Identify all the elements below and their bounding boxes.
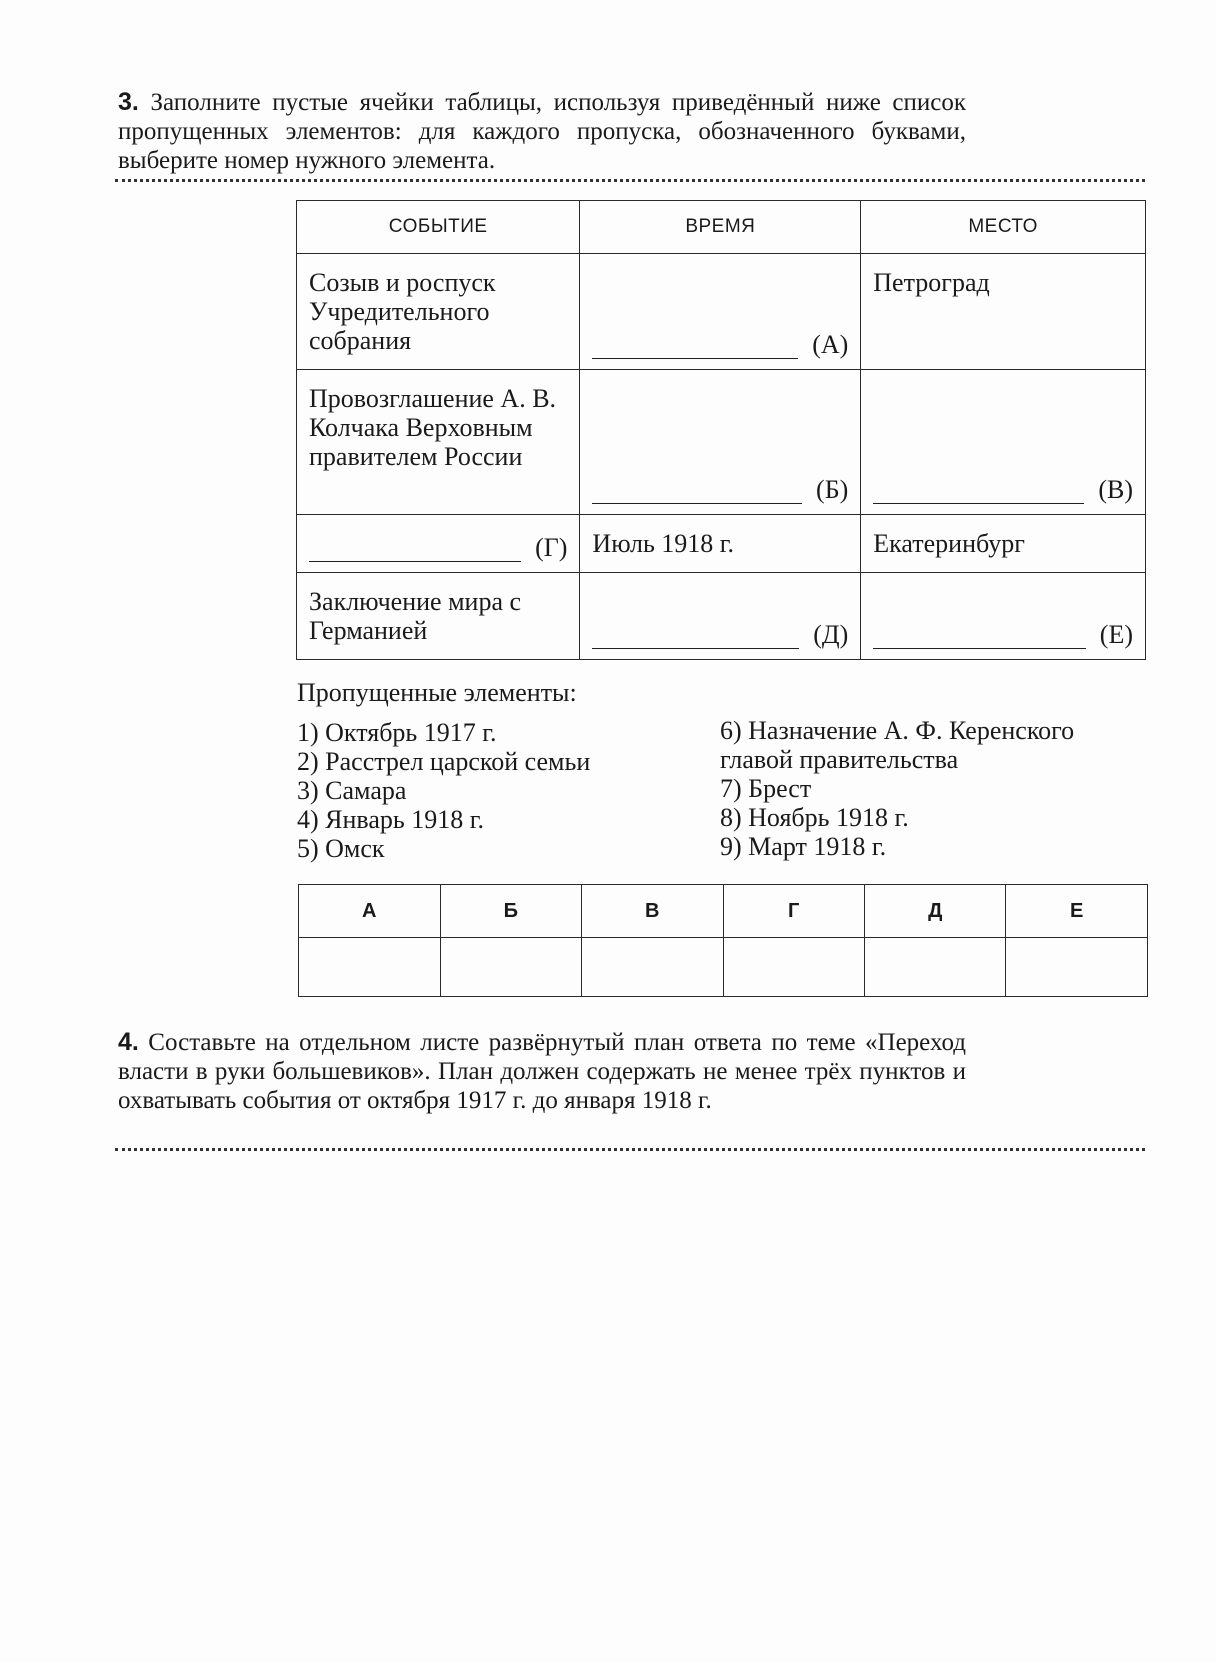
task-4-number: 4. [118, 1028, 139, 1056]
divider-dotted [115, 1148, 1145, 1151]
list-item: 2) Расстрел царской семьи [297, 747, 591, 776]
answer-header-d: Д [864, 885, 1006, 938]
cell-event: Созыв и роспуск Учредительного собрания [297, 254, 580, 370]
list-item: 7) Брест [720, 774, 812, 803]
answer-cell-e[interactable] [1006, 938, 1148, 997]
divider-dotted [115, 179, 1145, 182]
answer-header-g: Г [723, 885, 864, 938]
answer-header-e: Е [1006, 885, 1148, 938]
marker-g: (Г) [535, 533, 568, 562]
answer-row [299, 938, 1148, 997]
cell-event: Заключение мира с Германией [297, 573, 580, 660]
answer-cell-g[interactable] [723, 938, 864, 997]
table-row [297, 254, 1146, 370]
header-event: СОБЫТИЕ [297, 201, 580, 254]
answer-header-v: В [582, 885, 724, 938]
cell-event-blank[interactable] [297, 515, 580, 573]
table-header-row [297, 201, 1146, 254]
cell-place: Екатеринбург [861, 515, 1146, 573]
cell-place-blank[interactable] [861, 370, 1146, 515]
task-4 [118, 1028, 966, 1115]
list-item: 3) Самара [297, 776, 407, 805]
list-item: 8) Ноябрь 1918 г. [720, 803, 909, 832]
cell-time-blank[interactable] [580, 370, 861, 515]
answer-cell-b[interactable] [440, 938, 582, 997]
list-item: 9) Март 1918 г. [720, 832, 887, 861]
list-item: 5) Омск [297, 834, 385, 863]
marker-e: (Е) [1099, 620, 1133, 649]
marker-v: (В) [1098, 475, 1133, 504]
task-3-text: Заполните пустые ячейки таблицы, используя приведённый ниже список пропущенных элементов: для каждого пропуска, обозначенного буквами, выберите номер нужного элемента. [118, 89, 967, 174]
cell-time-blank[interactable] [580, 573, 861, 660]
answer-table [298, 884, 1148, 997]
cell-time: Июль 1918 г. [580, 515, 861, 573]
list-item: главой правительства [720, 745, 959, 774]
marker-a: (А) [812, 330, 849, 359]
events-table [296, 200, 1146, 660]
marker-d: (Д) [813, 620, 849, 649]
list-item: 1) Октябрь 1917 г. [297, 718, 497, 747]
task-3-number: 3. [118, 88, 139, 116]
answer-cell-d[interactable] [864, 938, 1006, 997]
header-time: ВРЕМЯ [580, 201, 861, 254]
cell-time-blank[interactable] [580, 254, 861, 370]
cell-place: Петроград [861, 254, 1146, 370]
missing-list-right [720, 716, 1074, 861]
answer-header-row [299, 885, 1148, 938]
marker-b: (Б) [816, 475, 849, 504]
answer-header-a: А [299, 885, 441, 938]
cell-place-blank[interactable] [861, 573, 1146, 660]
table-row [297, 573, 1146, 660]
missing-list-left [297, 718, 590, 863]
table-row [297, 370, 1146, 515]
task-3 [118, 88, 966, 175]
list-item: 4) Январь 1918 г. [297, 805, 484, 834]
task-4-text: Составьте на отдельном листе развёрнутый план ответа по теме «Переход власти в руки большевиков». План должен содержать не менее трёх пунктов и охватывать события от октября 1917 г. до января 1918 г. [118, 1029, 966, 1114]
list-item: 6) Назначение А. Ф. Керенского [720, 716, 1075, 745]
table-row [297, 515, 1146, 573]
answer-header-b: Б [440, 885, 582, 938]
missing-elements-title: Пропущенные элементы: [297, 678, 577, 707]
cell-event: Провозглашение А. В. Колчака Верховным правителем России [297, 370, 580, 515]
header-place: МЕСТО [861, 201, 1146, 254]
answer-cell-v[interactable] [582, 938, 724, 997]
answer-cell-a[interactable] [299, 938, 441, 997]
